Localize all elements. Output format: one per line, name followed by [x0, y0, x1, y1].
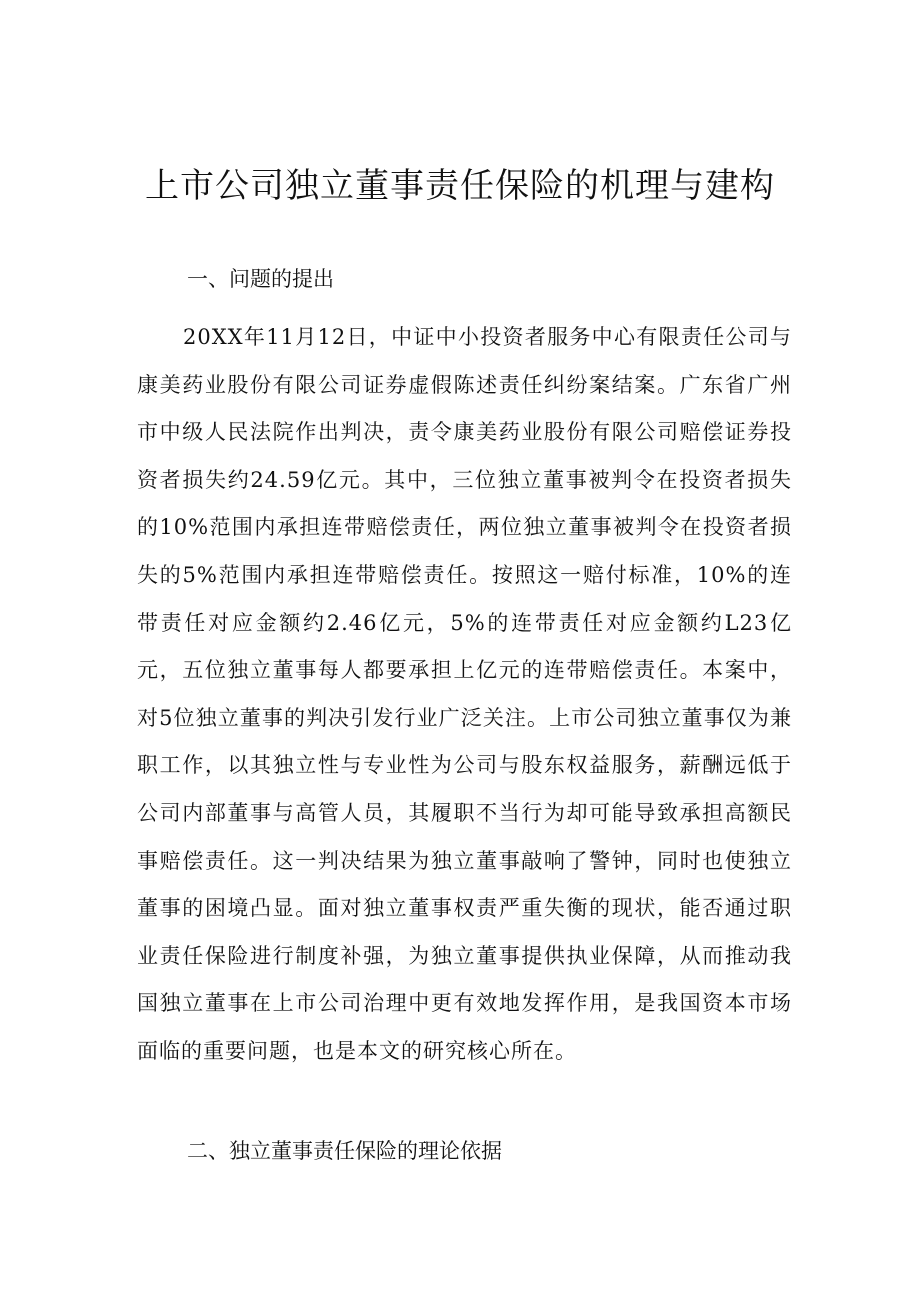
section-heading-2: 二、独立董事责任保险的理论依据 — [187, 1139, 502, 1163]
section-heading-1: 一、问题的提出 — [187, 267, 334, 291]
body-paragraph: 20XX年11月12日，中证中小投资者服务中心有限责任公司与康美药业股份有限公司证券虚假陈述责任纠纷案结案。广东省广州市中级人民法院作出判决，责令康美药业股份有限公司赔偿证券投资者损失约24.59亿元。其中，三位独立董事被判令在投资者损失的10%范围内承担连带赔偿责任，两位独立董事被判令在投资者损失的5%范围内承担连带赔偿责任。按照这一赔付标准，10%的连带责任对应金额约2.46亿元，5%的连带责任对应金额约L23亿元，五位独立董事每人都要承担上亿元的连带赔偿责任。本案中，对5位独立董事的判决引发行业广泛关注。上市公司独立董事仅为兼职工作，以其独立性与专业性为公司与股东权益服务，薪酬远低于公司内部董事与高管人员，其履职不当行为却可能导致承担高额民事赔偿责任。这一判决结果为独立董事敲响了警钟，同时也使独立董事的困境凸显。面对独立董事权责严重失衡的现状，能否通过职业责任保险进行制度补强，为独立董事提供执业保障，从而推动我国独立董事在上市公司治理中更有效地发挥作用，是我国资本市场面临的重要问题，也是本文的研究核心所在。 — [137, 325, 792, 1063]
document-title: 上市公司独立董事责任保险的机理与建构 — [145, 166, 775, 206]
